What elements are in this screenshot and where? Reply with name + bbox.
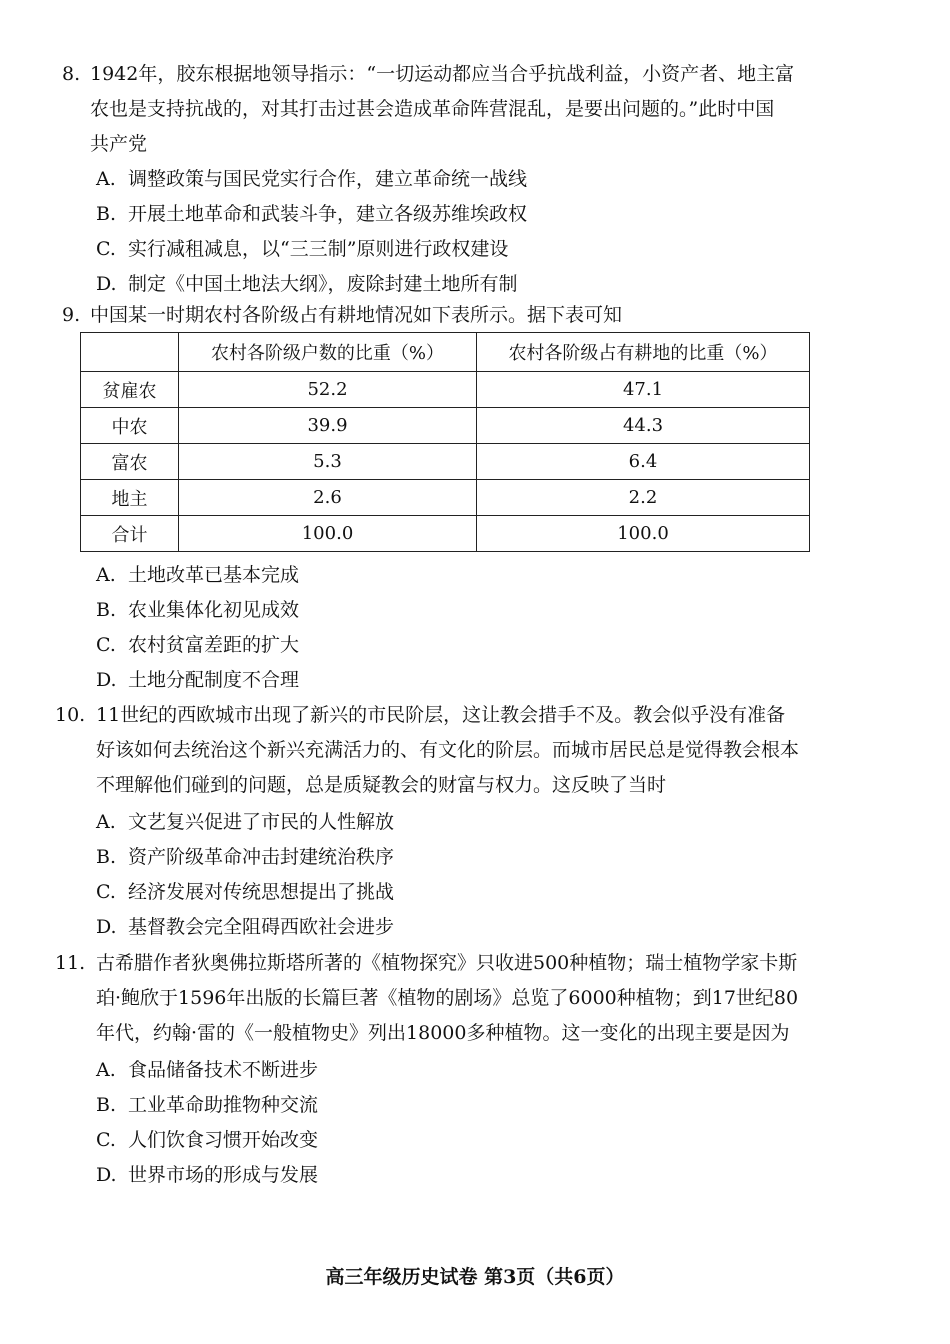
- question-stem: [90, 57, 794, 162]
- table-row: [81, 516, 810, 552]
- option-text: 食品储备技术不断进步: [128, 1059, 319, 1081]
- table-header: 农村各阶级户数的比重（%）: [179, 333, 477, 372]
- table-header: [81, 333, 179, 372]
- option-letter: A.: [96, 168, 116, 190]
- option-text: 世界市场的形成与发展: [128, 1164, 319, 1186]
- option-text: 工业革命助推物种交流: [128, 1094, 319, 1116]
- option-letter: D.: [96, 916, 117, 938]
- option-text: 经济发展对传统思想提出了挑战: [128, 881, 395, 903]
- land-table: [80, 332, 810, 552]
- option-letter: A.: [96, 811, 116, 833]
- table-cell: 44.3: [477, 408, 810, 444]
- option-d: [96, 910, 394, 945]
- option-c: [96, 875, 394, 910]
- stem-line: 好该如何去统治这个新兴充满活力的、有文化的阶层。而城市居民总是觉得教会根本: [96, 739, 800, 761]
- option-d: [96, 267, 518, 302]
- option-c: [96, 628, 299, 663]
- stem-line: 共产党: [90, 133, 148, 155]
- table-cell: 2.6: [179, 480, 477, 516]
- option-text: 农业集体化初见成效: [128, 599, 300, 621]
- question-stem: 中国某一时期农村各阶级占有耕地情况如下表所示。据下表可知: [90, 304, 623, 326]
- option-text: 开展土地革命和武装斗争，建立各级苏维埃政权: [128, 203, 528, 225]
- table-row: [81, 372, 810, 408]
- option-text: 文艺复兴促进了市民的人性解放: [128, 811, 395, 833]
- table-cell: 地主: [81, 480, 179, 516]
- option-text: 基督教会完全阻碍西欧社会进步: [128, 916, 395, 938]
- table-cell: 6.4: [477, 444, 810, 480]
- option-text: 土地改革已基本完成: [128, 564, 300, 586]
- option-text: 资产阶级革命冲击封建统治秩序: [128, 846, 395, 868]
- table-header: 农村各阶级占有耕地的比重（%）: [477, 333, 810, 372]
- option-d: [96, 1158, 318, 1193]
- option-text: 人们饮食习惯开始改变: [128, 1129, 319, 1151]
- option-letter: C.: [96, 881, 116, 903]
- question-number: 9.: [62, 304, 81, 326]
- option-letter: A.: [96, 1059, 116, 1081]
- option-text: 农村贫富差距的扩大: [128, 634, 300, 656]
- stem-line: 不理解他们碰到的问题，总是质疑教会的财富与权力。这反映了当时: [96, 774, 667, 796]
- table-cell: 中农: [81, 408, 179, 444]
- option-text: 制定《中国土地法大纲》，废除封建土地所有制: [128, 273, 518, 295]
- table-header-row: [81, 333, 810, 372]
- option-c: [96, 1123, 318, 1158]
- table-row: [81, 444, 810, 480]
- option-text: 实行减租减息，以“三三制”原则进行政权建设: [128, 238, 509, 260]
- stem-line: 11世纪的西欧城市出现了新兴的市民阶层，这让教会措手不及。教会似乎没有准备: [96, 704, 786, 726]
- question-number: 8.: [62, 63, 81, 85]
- option-b: [96, 197, 527, 232]
- question-stem: [96, 946, 798, 1051]
- option-letter: D.: [96, 273, 117, 295]
- table-cell: 5.3: [179, 444, 477, 480]
- option-letter: B.: [96, 599, 117, 621]
- question-number: 11.: [55, 952, 86, 974]
- table-cell: 39.9: [179, 408, 477, 444]
- option-b: [96, 593, 299, 628]
- stem-line: 农也是支持抗战的，对其打击过甚会造成革命阵营混乱，是要出问题的。”此时中国: [90, 98, 775, 120]
- table-cell: 52.2: [179, 372, 477, 408]
- option-text: 调整政策与国民党实行合作，建立革命统一战线: [128, 168, 528, 190]
- option-letter: D.: [96, 1164, 117, 1186]
- option-a: [96, 1053, 318, 1088]
- option-b: [96, 840, 394, 875]
- table-cell: 100.0: [477, 516, 810, 552]
- option-letter: A.: [96, 564, 116, 586]
- option-a: [96, 558, 299, 593]
- option-letter: C.: [96, 238, 116, 260]
- option-letter: C.: [96, 1129, 116, 1151]
- option-b: [96, 1088, 318, 1123]
- table-row: [81, 480, 810, 516]
- stem-line: 珀·鲍欣于1596年出版的长篇巨著《植物的剧场》总览了6000种植物；到17世纪80: [96, 987, 799, 1009]
- table-cell: 100.0: [179, 516, 477, 552]
- stem-line: 1942年，胶东根据地领导指示：“一切运动都应当合乎抗战利益，小资产者、地主富: [90, 63, 795, 85]
- option-text: 土地分配制度不合理: [128, 669, 300, 691]
- option-letter: B.: [96, 203, 117, 225]
- question-stem: [96, 698, 799, 803]
- table-cell: 富农: [81, 444, 179, 480]
- question-number: 10.: [55, 704, 86, 726]
- page-footer: 高三年级历史试卷 第3页（共6页）: [325, 1266, 625, 1288]
- table-row: [81, 408, 810, 444]
- stem-line: 年代，约翰·雷的《一般植物史》列出18000多种植物。这一变化的出现主要是因为: [96, 1022, 790, 1044]
- option-letter: B.: [96, 1094, 117, 1116]
- option-a: [96, 162, 527, 197]
- option-letter: C.: [96, 634, 116, 656]
- option-c: [96, 232, 508, 267]
- table-cell: 贫雇农: [81, 372, 179, 408]
- option-letter: B.: [96, 846, 117, 868]
- option-letter: D.: [96, 669, 117, 691]
- table-cell: 合计: [81, 516, 179, 552]
- option-a: [96, 805, 394, 840]
- stem-line: 古希腊作者狄奥佛拉斯塔所著的《植物探究》只收进500种植物；瑞士植物学家卡斯: [96, 952, 798, 974]
- option-d: [96, 663, 299, 698]
- table-cell: 2.2: [477, 480, 810, 516]
- table-cell: 47.1: [477, 372, 810, 408]
